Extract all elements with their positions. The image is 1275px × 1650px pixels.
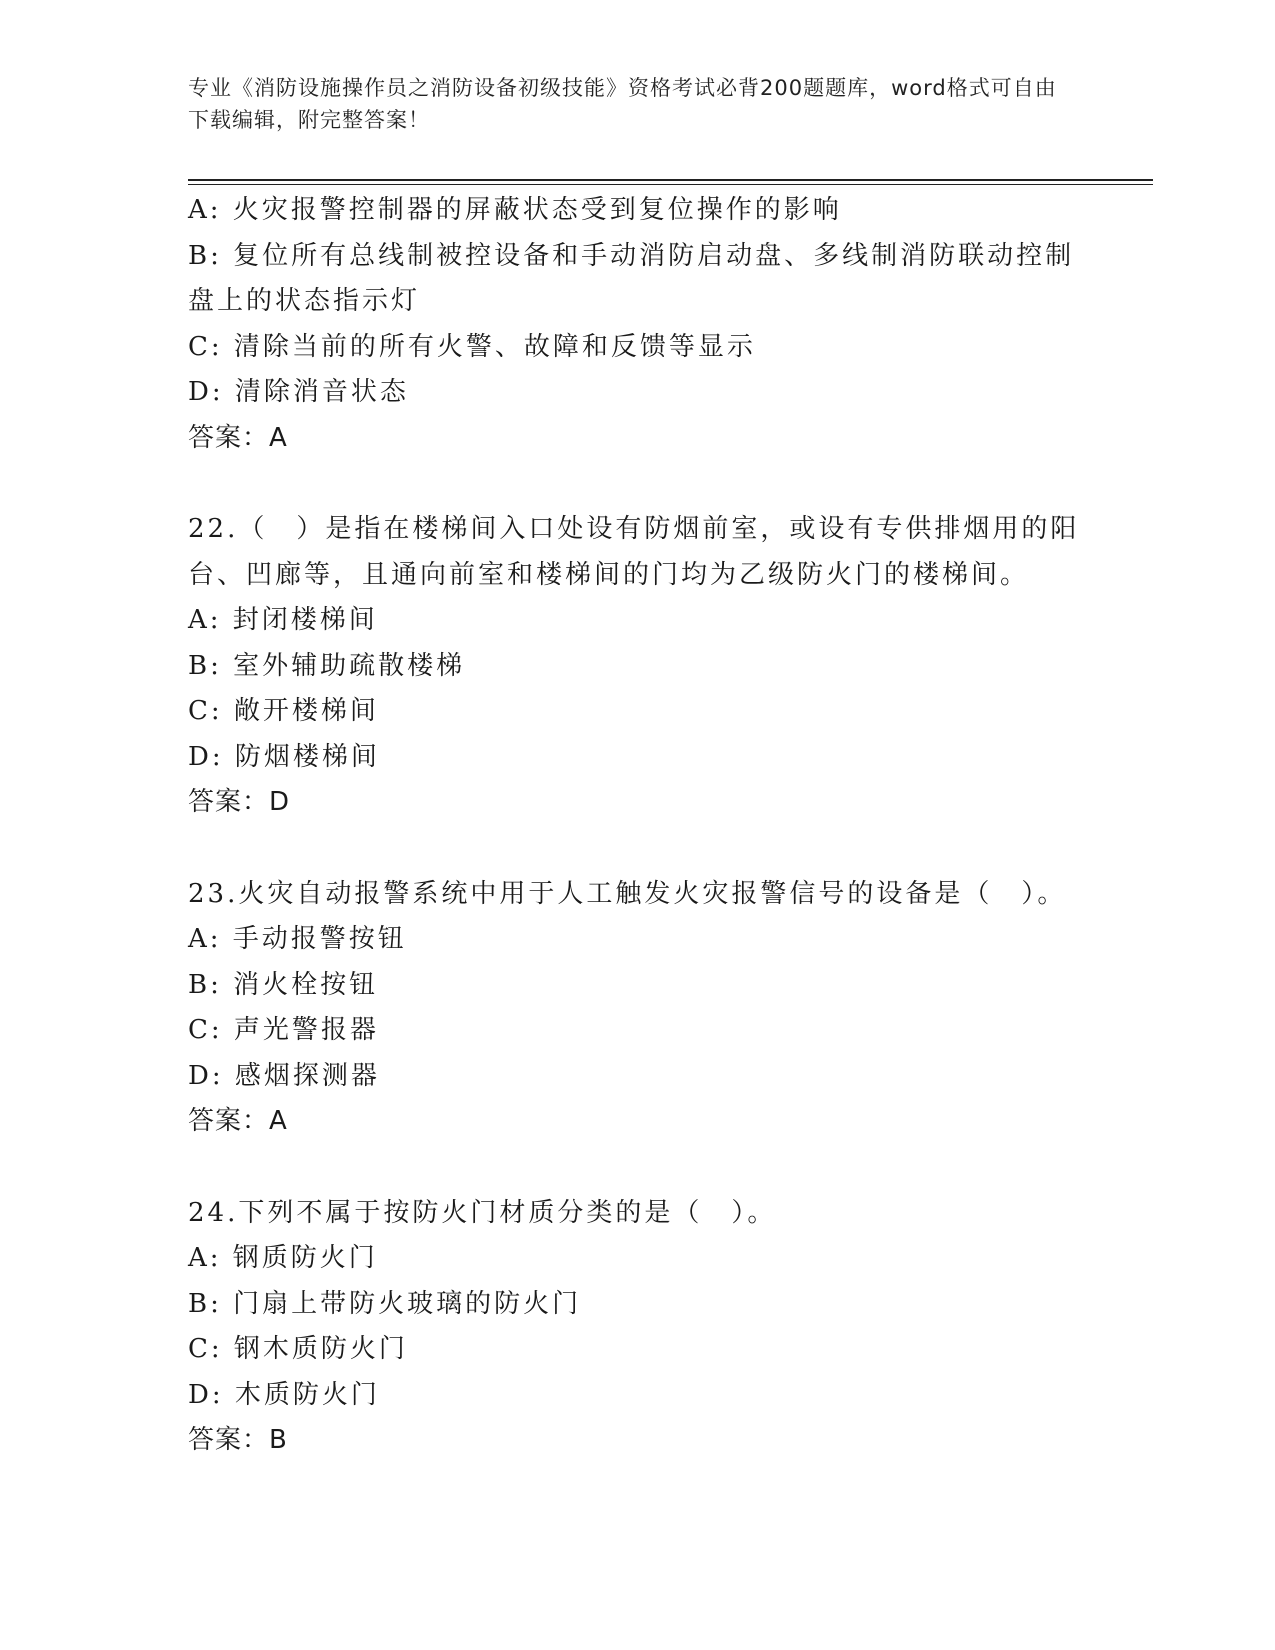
- answer-value: A: [269, 422, 288, 453]
- answer: [188, 416, 1088, 462]
- option-b: B: 门扇上带防火玻璃的防火门: [188, 1288, 582, 1319]
- answer-value: B: [269, 1425, 288, 1455]
- option-b: B: 复位所有总线制被控设备和手动消防启动盘、多线制消防联动控制盘上的状态指示灯: [188, 240, 1075, 316]
- question-stem: 24.下列不属于按防火门材质分类的是（ ）。: [188, 1197, 777, 1228]
- option-a: A: 封闭楼梯间: [188, 605, 378, 635]
- option-c: C: 敞开楼梯间: [188, 696, 379, 726]
- question-23: [188, 872, 1088, 1145]
- answer-label: 答案：: [188, 422, 270, 453]
- option-a: A: 钢质防火门: [188, 1243, 378, 1273]
- header-divider-thin: [188, 184, 1153, 185]
- question-24: [188, 1191, 1088, 1464]
- option-d: D: 感烟探测器: [188, 1060, 380, 1091]
- option-c: C: 清除当前的所有火警、故障和反馈等显示: [188, 331, 756, 362]
- answer-label: 答案：: [188, 1106, 270, 1136]
- option-b: B: 消火栓按钮: [188, 969, 379, 1000]
- answer: [188, 780, 1088, 826]
- option-a: A: 火灾报警控制器的屏蔽状态受到复位操作的影响: [188, 195, 842, 225]
- question-22: [188, 507, 1088, 826]
- document-header: 专业《消防设施操作员之消防设备初级技能》资格考试必背200题题库，word格式可自由下载编辑，附完整答案！: [188, 76, 1057, 132]
- header-divider-thick: [188, 179, 1153, 181]
- answer: [188, 1099, 1088, 1145]
- option-b: B: 室外辅助疏散楼梯: [188, 650, 466, 681]
- answer-label: 答案：: [188, 787, 270, 817]
- question-list: [188, 188, 1088, 1464]
- option-c: C: 声光警报器: [188, 1015, 379, 1045]
- answer: [188, 1418, 1088, 1464]
- question-stem: 22.（ ）是指在楼梯间入口处设有防烟前室，或设有专供排烟用的阳台、凹廊等，且通向前室和楼梯间的门均为乙级防火门的楼梯间。: [188, 514, 1080, 590]
- answer-label: 答案：: [188, 1425, 270, 1455]
- option-c: C: 钢木质防火门: [188, 1334, 408, 1364]
- option-d: D: 防烟楼梯间: [188, 741, 380, 772]
- question-stem: 23.火灾自动报警系统中用于人工触发火灾报警信号的设备是（ ）。: [188, 878, 1067, 909]
- option-a: A: 手动报警按钮: [188, 924, 407, 954]
- option-d: D: 木质防火门: [188, 1379, 380, 1410]
- question-21: [188, 188, 1088, 461]
- answer-value: D: [269, 787, 291, 817]
- answer-value: A: [269, 1106, 288, 1136]
- option-d: D: 清除消音状态: [188, 377, 409, 407]
